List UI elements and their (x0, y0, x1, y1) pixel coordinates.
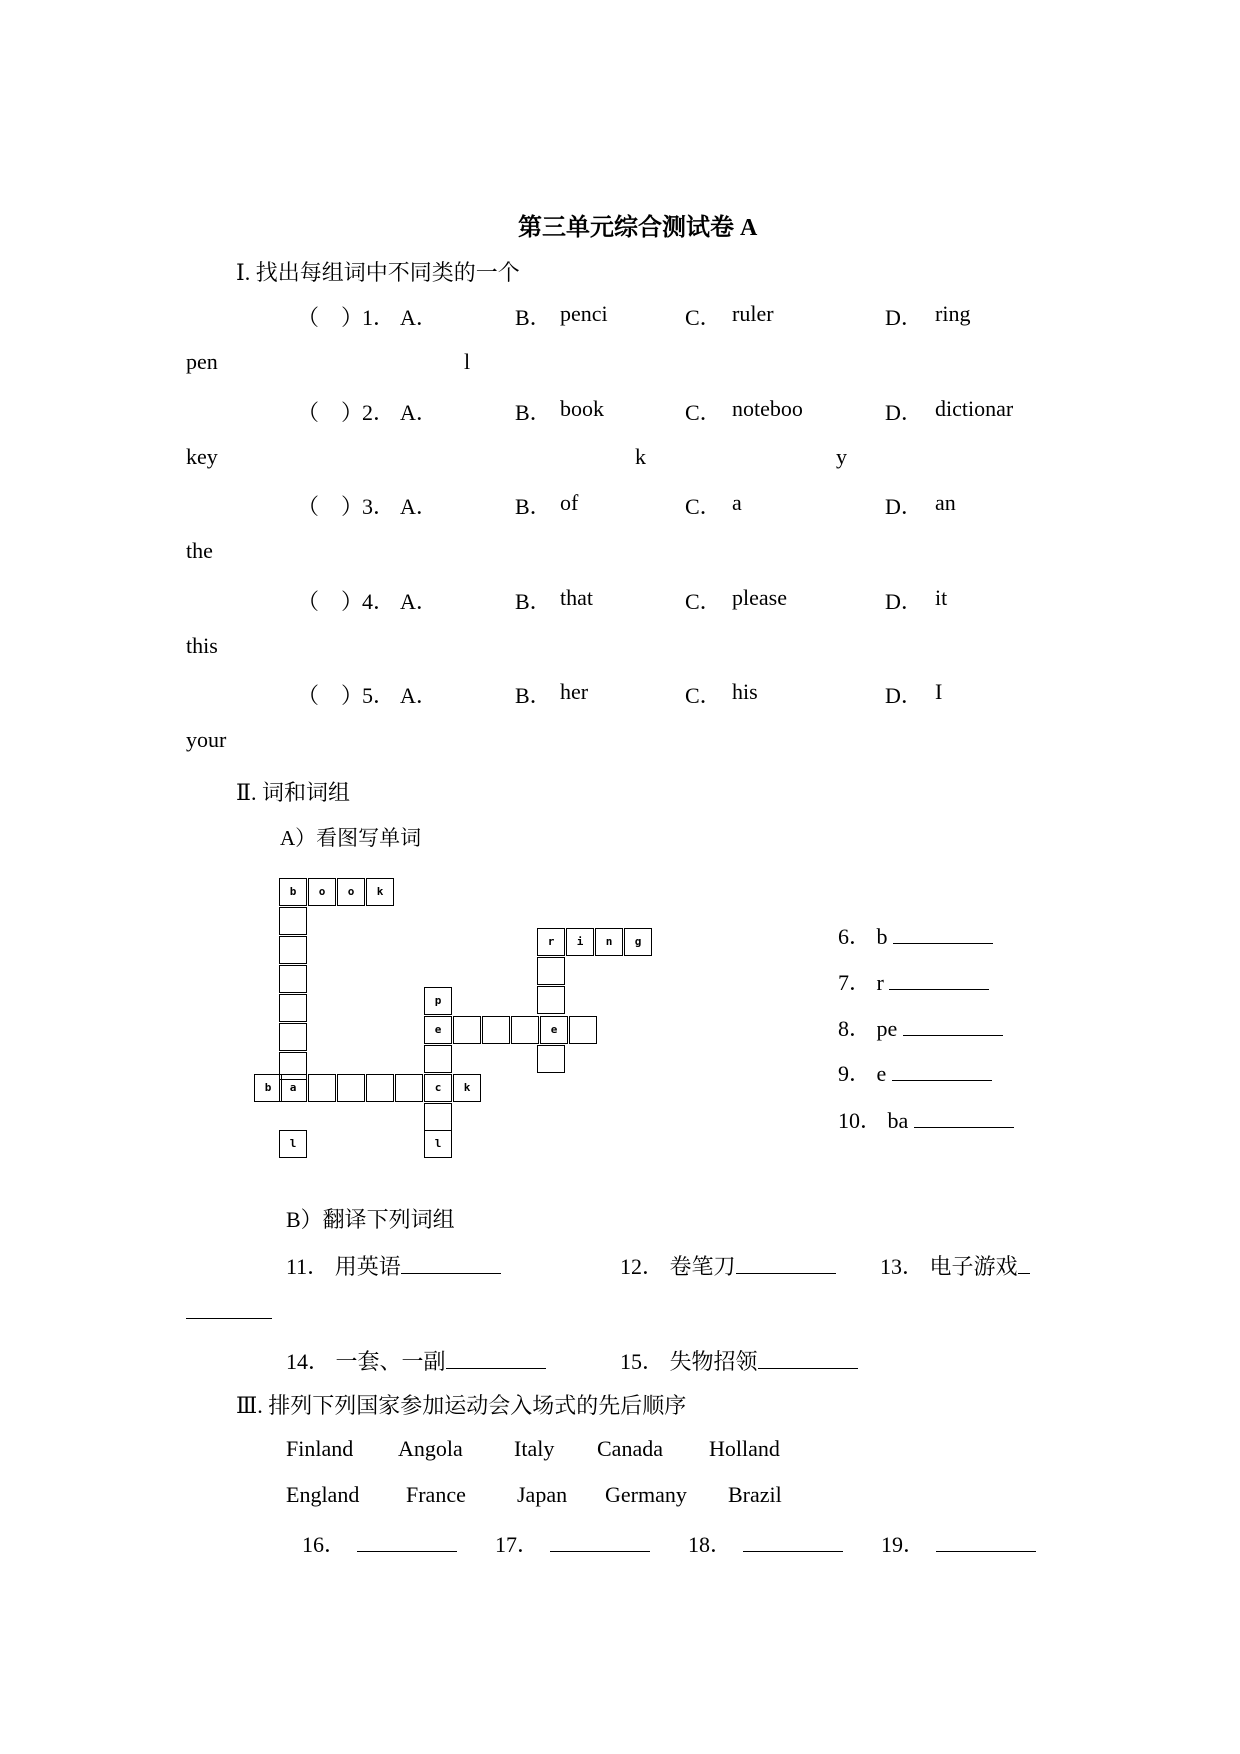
answer-number: 9． (838, 1061, 872, 1086)
phrase-text: 卷笔刀 (669, 1254, 736, 1279)
option-a: the (186, 538, 213, 563)
phrase-text: 一套、一副 (335, 1349, 446, 1374)
order-blank[interactable] (550, 1533, 650, 1552)
option-d: I (935, 679, 943, 704)
order-number: 17． (495, 1532, 540, 1557)
phrase-blank-wrap[interactable] (186, 1300, 272, 1319)
option-c: please (732, 585, 787, 610)
phrase-blank[interactable] (758, 1350, 858, 1369)
order-number: 18． (688, 1532, 733, 1557)
option-c-label: C． (685, 494, 722, 519)
crossword-letter: r (547, 935, 555, 948)
option-b: book (560, 396, 604, 421)
country-name: England (286, 1482, 360, 1507)
option-b-wrap: l (464, 349, 471, 374)
order-blank[interactable] (357, 1533, 457, 1552)
phrase-item (620, 1345, 858, 1376)
phrase-number: 14． (286, 1349, 331, 1374)
answer-number: 10． (838, 1108, 883, 1133)
crossword-cell (482, 1016, 510, 1044)
answer-blank[interactable] (893, 925, 993, 944)
option-a-label: A． (400, 494, 438, 519)
answer-blank[interactable] (889, 971, 989, 990)
phrase-blank[interactable] (736, 1255, 836, 1274)
option-b: penci (560, 301, 608, 326)
option-a: your (186, 727, 227, 752)
crossword-cell (424, 1130, 452, 1158)
option-d: an (935, 490, 956, 515)
option-c-label: C． (685, 305, 722, 330)
answer-line (838, 920, 993, 951)
answer-line (838, 1104, 1014, 1135)
crossword-letter: b (264, 1081, 272, 1094)
phrase-item (286, 1250, 501, 1281)
crossword-letter: i (576, 935, 584, 948)
order-answer (495, 1528, 650, 1559)
crossword-cell (308, 878, 336, 906)
option-d-label: D． (885, 305, 923, 330)
option-c: ruler (732, 301, 774, 326)
option-c-label: C． (685, 400, 722, 425)
answer-line (838, 966, 989, 997)
section3-heading: Ⅲ. 排列下列国家参加运动会入场式的先后顺序 (236, 1393, 687, 1418)
answer-blank[interactable] (914, 1109, 1014, 1128)
crossword-cell (366, 1074, 394, 1102)
crossword-cell (537, 928, 565, 956)
option-b-label: B． (515, 400, 552, 425)
country-name: Italy (514, 1436, 555, 1461)
question-number: 5． (362, 683, 396, 708)
crossword-cell (279, 1074, 307, 1102)
country-name: Finland (286, 1436, 354, 1461)
crossword-letter: k (376, 885, 384, 898)
crossword-letter: p (434, 994, 442, 1007)
phrase-number: 11． (286, 1254, 330, 1279)
crossword-cell (279, 878, 307, 906)
phrase-number: 13． (880, 1254, 925, 1279)
answer-prefix: r (876, 970, 884, 995)
crossword-cell (424, 1074, 452, 1102)
answer-number: 7． (838, 970, 872, 995)
option-a-label: A． (400, 305, 438, 330)
crossword-letter: o (318, 885, 326, 898)
option-a-label: A． (400, 400, 438, 425)
country-name: Brazil (728, 1482, 782, 1507)
country-name: Holland (709, 1436, 780, 1461)
crossword-cell (595, 928, 623, 956)
option-a: this (186, 633, 218, 658)
answer-line (838, 1012, 1003, 1043)
crossword-cell (279, 1023, 307, 1051)
question-paren: （ ） (297, 683, 364, 708)
crossword-cell (279, 936, 307, 964)
crossword-cell (337, 878, 365, 906)
crossword-letter: o (347, 885, 355, 898)
answer-prefix: ba (887, 1108, 909, 1133)
phrase-blank-wrap-line (186, 1300, 272, 1324)
country-name: Japan (517, 1482, 568, 1507)
question-number: 4． (362, 589, 396, 614)
crossword-letter: l (289, 1137, 297, 1150)
crossword-cell (254, 1074, 282, 1102)
crossword-cell (279, 994, 307, 1022)
phrase-blank[interactable] (401, 1255, 501, 1274)
crossword-cell (424, 1103, 452, 1131)
option-d: it (935, 585, 948, 610)
order-number: 19． (881, 1532, 926, 1557)
phrase-number: 12． (620, 1254, 665, 1279)
section2-heading: Ⅱ. 词和词组 (236, 780, 350, 805)
crossword-cell (537, 986, 565, 1014)
option-d-label: D． (885, 400, 923, 425)
question-number: 3． (362, 494, 396, 519)
crossword-letter: b (289, 885, 297, 898)
option-d-label: D． (885, 683, 923, 708)
option-a: key (186, 444, 218, 469)
crossword-cell (337, 1074, 365, 1102)
crossword-cell (308, 1074, 336, 1102)
question-number: 2． (362, 400, 396, 425)
option-b: her (560, 679, 589, 704)
phrase-text: 电子游戏 (929, 1254, 1018, 1279)
option-c-label: C． (685, 589, 722, 614)
crossword-cell (366, 878, 394, 906)
phrase-number: 15． (620, 1349, 665, 1374)
crossword-letter: n (605, 935, 613, 948)
phrase-blank[interactable] (1018, 1255, 1030, 1274)
option-d: ring (935, 301, 971, 326)
question-paren: （ ） (297, 400, 364, 425)
phrase-item (880, 1250, 1030, 1281)
country-name: France (406, 1482, 466, 1507)
answer-blank[interactable] (892, 1062, 992, 1081)
answer-prefix: e (876, 1061, 887, 1086)
crossword-cell (424, 987, 452, 1015)
crossword-cell (453, 1074, 481, 1102)
answer-prefix: pe (876, 1016, 898, 1041)
crossword-letter: a (289, 1081, 297, 1094)
answer-prefix: b (876, 924, 888, 949)
crossword-cell (395, 1074, 423, 1102)
crossword-cell (511, 1016, 539, 1044)
crossword-letter: k (463, 1081, 471, 1094)
option-d-wrap: y (836, 444, 847, 469)
section1-heading: Ⅰ. 找出每组词中不同类的一个 (236, 260, 520, 285)
phrase-blank[interactable] (446, 1350, 546, 1369)
phrase-text: 用英语 (334, 1254, 401, 1279)
crossword-letter: l (434, 1137, 442, 1150)
crossword-cell (566, 928, 594, 956)
order-number: 16． (302, 1532, 347, 1557)
crossword-cell (540, 1016, 568, 1044)
option-c-label: C． (685, 683, 722, 708)
section2-part-b-label: B）翻译下列词组 (286, 1207, 455, 1232)
option-b-label: B． (515, 683, 552, 708)
crossword-cell (424, 1045, 452, 1073)
phrase-item (286, 1345, 546, 1376)
answer-number: 8． (838, 1016, 872, 1041)
option-c: a (732, 490, 742, 515)
option-d: dictionar (935, 396, 1014, 421)
crossword-letter: c (434, 1081, 442, 1094)
section2-part-a-label: A）看图写单词 (280, 826, 422, 850)
option-a-label: A． (400, 589, 438, 614)
country-name: Angola (398, 1436, 463, 1461)
crossword-cell (569, 1016, 597, 1044)
page-title: 第三单元综合测试卷 A (518, 215, 758, 241)
crossword-cell (279, 1130, 307, 1158)
phrase-item (620, 1250, 836, 1281)
option-d-label: D． (885, 589, 923, 614)
order-answer (302, 1528, 457, 1559)
crossword-letter: e (550, 1023, 558, 1036)
option-c: noteboo (732, 396, 803, 421)
question-paren: （ ） (297, 305, 364, 330)
country-name: Canada (597, 1436, 663, 1461)
crossword-cell (279, 907, 307, 935)
option-d-label: D． (885, 494, 923, 519)
option-b-label: B． (515, 494, 552, 519)
crossword-cell (537, 1045, 565, 1073)
option-b-label: B． (515, 305, 552, 330)
order-blank[interactable] (743, 1533, 843, 1552)
answer-number: 6． (838, 924, 872, 949)
answer-blank[interactable] (903, 1017, 1003, 1036)
option-b: of (560, 490, 579, 515)
crossword-cell (424, 1016, 452, 1044)
option-b-label: B． (515, 589, 552, 614)
crossword-cell (624, 928, 652, 956)
crossword-cell (279, 965, 307, 993)
option-b: that (560, 585, 593, 610)
order-answer (881, 1528, 1036, 1559)
option-c-wrap: k (635, 444, 646, 469)
crossword-cell (537, 957, 565, 985)
question-paren: （ ） (297, 589, 364, 614)
option-a-label: A． (400, 683, 438, 708)
answer-line (838, 1057, 992, 1088)
order-blank[interactable] (936, 1533, 1036, 1552)
crossword-letter: e (434, 1023, 442, 1036)
order-answer (688, 1528, 843, 1559)
option-a: pen (186, 349, 218, 374)
question-paren: （ ） (297, 494, 364, 519)
country-name: Germany (605, 1482, 687, 1507)
crossword-cell (453, 1016, 481, 1044)
phrase-text: 失物招领 (669, 1349, 758, 1374)
crossword-letter: g (634, 935, 642, 948)
question-number: 1． (362, 305, 396, 330)
option-c: his (732, 679, 758, 704)
